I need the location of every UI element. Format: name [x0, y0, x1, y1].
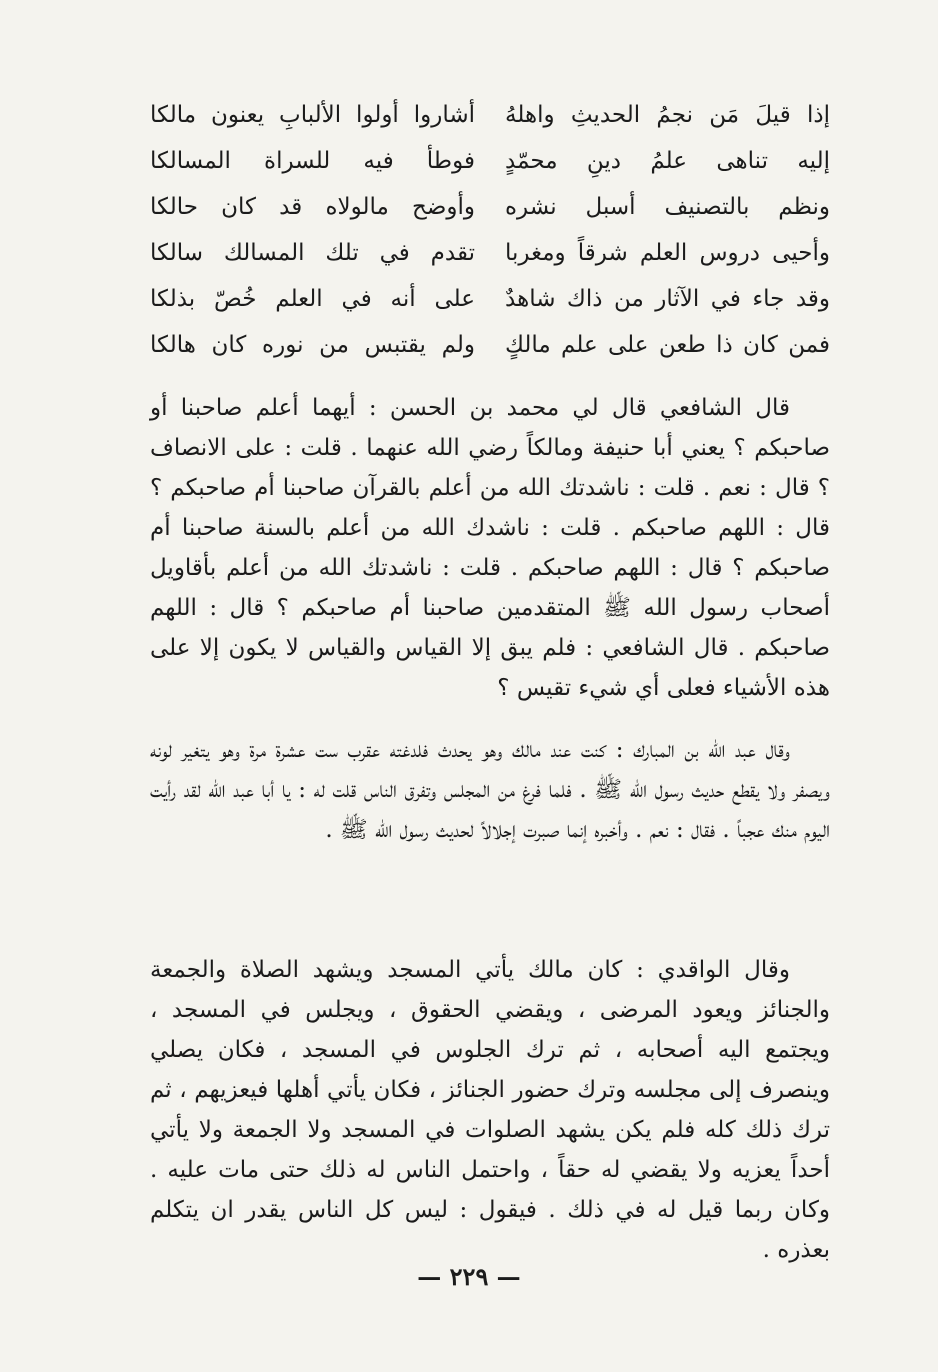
- verse-second-hemistich: تقدم في تلك المسالك سالكا: [150, 240, 475, 266]
- verse-second-hemistich: أشاروا أولوا الألبابِ يعنون مالكا: [150, 102, 475, 128]
- verse-second-hemistich: وأوضح مالولاه قد كان حالكا: [150, 194, 475, 220]
- verse-first-hemistich: إذا قيلَ مَن نجمُ الحديثِ واهلهُ: [505, 102, 830, 128]
- verse: [150, 138, 830, 184]
- paragraph-waqidi: [150, 950, 830, 1270]
- paragraph-text: وقال الواقدي : كان مالك يأتي المسجد ويشهد الصلاة والجمعة والجنائز ويعود المرضى ، ويقضي الحقوق ، ويجلس في المسجد ، ويجتمع اليه أصحابه ، ثم ترك الجلوس في المسجد ، فكان يصلي وينصرف إلى مجلسه وترك حضور الجنائز ، فكان يأتي أهلها فيعزيهم ، ثم ترك ذلك كله فلم يكن يشهد الصلوات في المسجد ولا الجمعة ولا يأتي أحداً يعزيه ولا يقضي له حقاً ، واحتمل الناس له ذلك حتى مات عليه . وكان ربما قيل له في ذلك . فيقول : ليس كل الناس يقدر ان يتكلم بعذره .: [150, 957, 830, 1263]
- verse: [150, 322, 830, 368]
- verse: [150, 276, 830, 322]
- verse-second-hemistich: على أنه في العلم خُصّ بذلكا: [150, 286, 475, 312]
- verse: [150, 230, 830, 276]
- page-number: — ٢٢٩ —: [417, 1262, 521, 1291]
- verse-first-hemistich: وأحيى دروس العلم شرقاً ومغربا: [505, 240, 830, 266]
- paragraph-ibn-mubarak: [150, 730, 830, 850]
- verse-first-hemistich: وقد جاء في الآثار من ذاك شاهدٌ: [505, 286, 830, 312]
- verse: [150, 92, 830, 138]
- paragraph-shafii: [150, 388, 830, 708]
- paragraph-text: قال الشافعي قال لي محمد بن الحسن : أيهما أعلم صاحبنا أو صاحبكم ؟ يعني أبا حنيفة ومالكاً رضي الله عنهما . قلت : على الانصاف ؟ قال : نعم . قلت : ناشدتك الله من أعلم بالقرآن صاحبنا أم صاحبكم ؟ قال : اللهم صاحبكم . قلت : ناشدك الله من أعلم بالسنة صاحبنا أم صاحبكم ؟ قال : اللهم صاحبكم . قلت : ناشدتك الله من أعلم بأقاويل أصحاب رسول الله ﷺ المتقدمين صاحبنا أم صاحبكم ؟ قال : اللهم صاحبكم . قال الشافعي : فلم يبق إلا القياس والقياس لا يكون إلا على هذه الأشياء فعلى أي شيء تقيس ؟: [150, 395, 830, 701]
- verse-first-hemistich: إليه تناهى علمُ دينِ محمّدٍ: [505, 148, 830, 174]
- verse-second-hemistich: ولم يقتبس من نوره كان هالكا: [150, 332, 475, 358]
- verse-second-hemistich: فوطأ فيه للسراة المسالكا: [150, 148, 475, 174]
- poem: [150, 92, 830, 368]
- verse: [150, 184, 830, 230]
- verse-first-hemistich: ونظم بالتصنيف أسبل نشره: [505, 194, 830, 220]
- paragraph-text: وقال عبد الله بن المبارك : كنت عند مالك وهو يحدث فلدغته عقرب ست عشرة مرة وهو يتغير لونه ويصفر ولا يقطع حديث رسول الله ﷺ . فلما فرغ من المجلس وتفرق الناس قلت له : يا أبا عبد الله لقد رأيت اليوم منك عجباً . فقال : نعم . وأخبره إنما صبرت إجلالاً لحديث رسول الله ﷺ .: [150, 737, 830, 843]
- verse-first-hemistich: فمن كان ذا طعن على علم مالكٍ: [505, 332, 830, 358]
